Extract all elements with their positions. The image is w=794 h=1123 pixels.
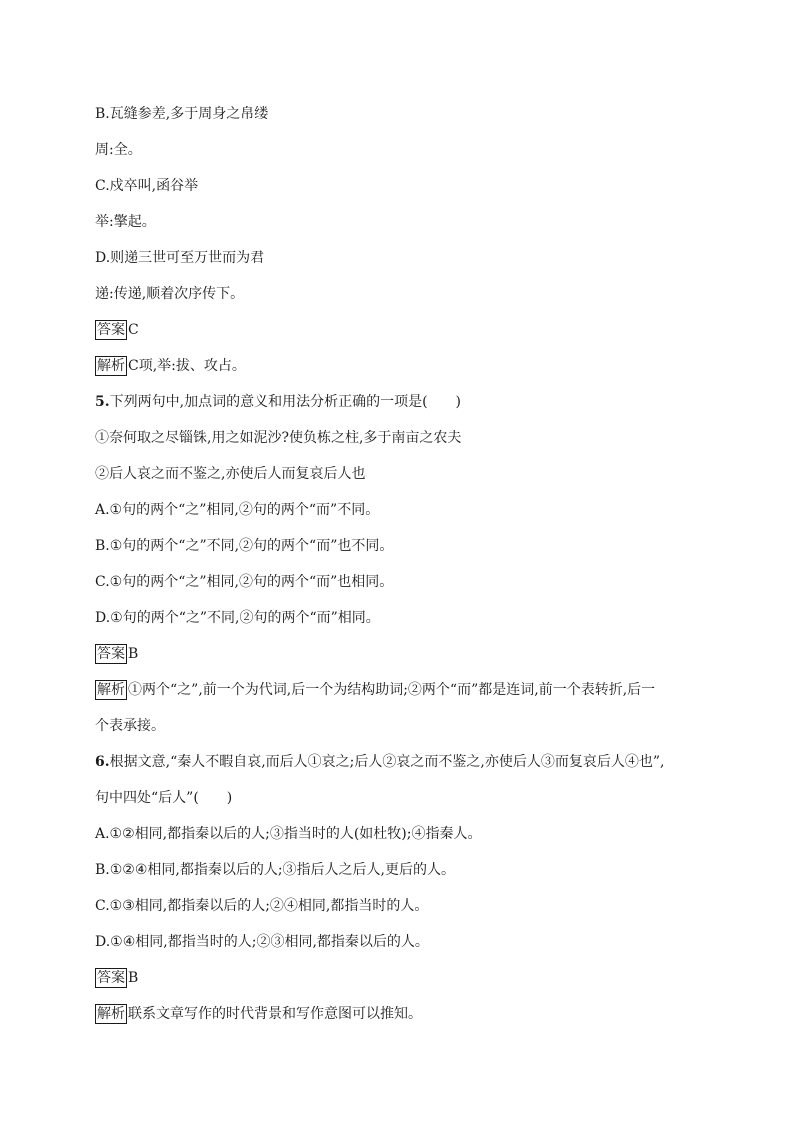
option-d: D.则递三世可至万世而为君: [95, 250, 265, 266]
analysis-continuation: 个表承接。: [95, 718, 165, 734]
answer-line: [95, 320, 139, 340]
sentence-1: ①奈何取之尽锱铢,用之如泥沙?使负栋之柱,多于南亩之农夫: [95, 430, 462, 446]
gloss-line: 举:擎起。: [95, 214, 156, 230]
question-5: [95, 392, 461, 412]
answer-value: C: [128, 322, 139, 338]
analysis-label: 解析: [97, 682, 125, 698]
question-text: 下列两句中,加点词的意义和用法分析正确的一项是( ): [109, 394, 461, 410]
analysis-text: 联系文章写作的时代背景和写作意图可以推知。: [128, 1006, 422, 1022]
option-d: D.①句的两个“之”不同,②句的两个“而”相同。: [95, 610, 380, 626]
answer-value: B: [128, 646, 139, 662]
answer-label: 答案: [97, 970, 125, 986]
option-c: C.戍卒叫,函谷举: [95, 178, 199, 194]
analysis-line: [95, 1004, 422, 1024]
gloss-line: 递:传递,顺着次序传下。: [95, 286, 245, 302]
option-b: B.①句的两个“之”不同,②句的两个“而”也不同。: [95, 538, 394, 554]
question-text: 根据文意,“秦人不暇自哀,而后人①哀之;后人②哀之而不鉴之,亦使后人③而复哀后人④也”,: [109, 754, 665, 770]
gloss-line: 周:全。: [95, 142, 142, 158]
analysis-line: [95, 680, 655, 700]
answer-line: [95, 968, 138, 988]
option-a: A.①句的两个“之”相同,②句的两个“而”不同。: [95, 502, 380, 518]
analysis-line: [95, 356, 246, 376]
answer-label: 答案: [97, 646, 125, 662]
option-c: C.①③相同,都指秦以后的人;②④相同,都指当时的人。: [95, 898, 429, 914]
option-c: C.①句的两个“之”相同,②句的两个“而”也相同。: [95, 574, 394, 590]
analysis-label: 解析: [97, 358, 125, 374]
analysis-text: C项,举:拔、攻占。: [128, 358, 246, 374]
analysis-label: 解析: [97, 1006, 125, 1022]
option-a: A.①②相同,都指秦以后的人;③指当时的人(如杜牧);④指秦人。: [95, 826, 482, 842]
sentence-2: ②后人哀之而不鉴之,亦使后人而复哀后人也: [95, 466, 366, 482]
answer-line: [95, 644, 138, 664]
option-b: B.①②④相同,都指秦以后的人;③指后人之后人,更后的人。: [95, 862, 456, 878]
answer-label: 答案: [97, 322, 125, 338]
question-continuation: 句中四处“后人”( ): [95, 790, 233, 806]
option-b: B.瓦缝参差,多于周身之帛缕: [95, 106, 269, 122]
analysis-text: ①两个“之”,前一个为代词,后一个为结构助词;②两个“而”都是连词,前一个表转折,后一: [128, 682, 656, 698]
question-number: 6.: [95, 754, 110, 770]
question-number: 5.: [95, 394, 110, 410]
question-6: [95, 752, 664, 772]
answer-value: B: [128, 970, 139, 986]
option-d: D.①④相同,都指当时的人;②③相同,都指秦以后的人。: [95, 934, 429, 950]
